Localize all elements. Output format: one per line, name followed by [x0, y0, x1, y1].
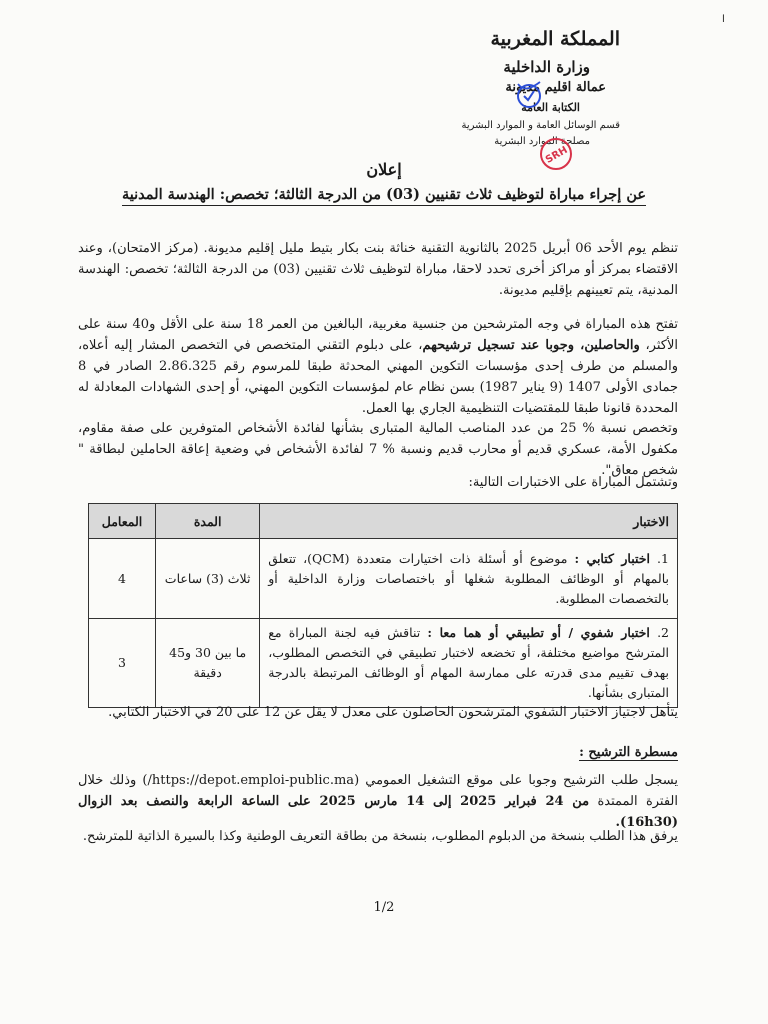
red-stamp-text: SRH: [543, 144, 570, 166]
test-desc: موضوع أو أسئلة ذات اختيارات متعددة (QCM)، تتعلق بالمهام أو الوظائف المطلوبة شغلها أو باختصاصات وزارة الداخلية أو بالتخصصات المطلوبة.: [268, 550, 669, 606]
header-kingdom: المملكة المغربية: [490, 28, 620, 50]
eligibility-bold: والحاصلين، وجوبا عند تسجيل ترشيحهم: [422, 338, 640, 353]
oral-condition: يتأهل لاجتياز الاختبار الشفوي المترشحون الحاصلون على معدل لا يقل عن 12 على 20 في الاختبار الكتابي.: [108, 705, 678, 720]
test-desc: تناقش فيه لجنة المباراة مع المترشح مواضيع مختلفة، أو تخضعه لاختبار تطبيقي في التخصص المطلوب، بهدف تقييم مدى قدرته على ممارسة المهام أو الوظائف المرتبطة بالدرجة المتبارى بشأنها.: [268, 625, 669, 700]
test-cell: [260, 539, 678, 619]
header-ministry: وزارة الداخلية: [503, 58, 590, 76]
test-number: 2.: [657, 625, 669, 640]
eligibility-text-a: تفتح هذه المباراة في وجه المترشحين من جنسية مغربية، البالغين من العمر 18 سنة على الأقل و40 سنة على الأكثر،: [78, 317, 679, 353]
exams-table: [88, 503, 678, 708]
attachments-paragraph: يرفق هذا الطلب بنسخة من الدبلوم المطلوب، بنسخة من بطاقة التعريف الوطنية وكذا بالسيرة الذاتية للمترشح.: [82, 829, 678, 844]
header-duration: المدة: [156, 504, 260, 539]
announcement-title: إعلان: [366, 160, 402, 179]
test-number: 1.: [657, 550, 669, 566]
test-cell: [260, 619, 678, 708]
corner-mark: ا: [722, 14, 725, 25]
table-header-row: [89, 504, 678, 539]
subtitle-text: عن إجراء مباراة لتوظيف ثلاث تقنيين (03) من الدرجة الثالثة؛ تخصص: الهندسة المدنية: [122, 186, 646, 206]
duration-cell: ما بين 30 و45 دقيقة: [156, 619, 260, 708]
procedure-heading: [78, 742, 678, 763]
procedure-paragraph: [78, 770, 678, 833]
quota-paragraph: وتخصص نسبة % 25 من عدد المناصب المالية المتبارى بشأنها لفائدة الأشخاص المتوفرين على صفة مقاوم، مكفول الأمة، عسكري قديم أو محارب قديم ونسبة % 7 لفائدة الأشخاص في وضعية إعاقة الحاملين لبطاقة " شخص معاق".: [78, 421, 678, 478]
header-service: مصلحة الموارد البشرية: [494, 136, 590, 147]
eligibility-paragraph: [78, 314, 678, 419]
header-division: قسم الوسائل العامة و الموارد البشرية: [461, 120, 620, 131]
page-number: 1/2: [373, 900, 395, 915]
header-coef: المعامل: [89, 504, 156, 539]
table-row: [89, 619, 678, 708]
procedure-text: يسجل طلب الترشيح وجوبا على موقع التشغيل العمومي (https://depot.emploi-public.ma/) وذلك خلال الفترة الممتدة: [78, 773, 679, 809]
header-province: عمالة اقليم مديونة: [505, 80, 606, 95]
test-name: اختبار كتابي :: [574, 550, 650, 566]
header-test: الاختبار: [260, 504, 678, 539]
tests-intro: وتشتمل المباراة على الاختبارات التالية:: [468, 475, 678, 490]
test-name: اختبار شفوي / أو تطبيقي أو هما معا :: [427, 625, 650, 640]
coef-cell: 4: [89, 539, 156, 619]
coef-cell: 3: [89, 619, 156, 708]
intro-paragraph: تنظم يوم الأحد 06 أبريل 2025 بالثانوية التقنية خناثة بنت بكار بتيط مليل إقليم مديونة. (مركز الامتحان)، وعند الاقتضاء بمركز أو مراكز أخرى تحدد لاحقا، مباراة لتوظيف ثلاث تقنيين (03) من الدرجة الثالثة؛ تخصص: الهندسة المدنية، يتم تعيينهم بإقليم مديونة.: [78, 241, 678, 298]
header-secretariat: الكتابة العامة: [521, 101, 580, 114]
procedure-heading-text: مسطرة الترشيح :: [579, 745, 678, 760]
procedure-dates: من 24 فبراير 2025 إلى 14 مارس 2025 على الساعة الرابعة والنصف بعد الزوال (16h30).: [78, 794, 678, 830]
eligibility-text-b: ، على دبلوم التقني المتخصص في التخصص المشار إليه أعلاه، والمسلم من طرف إحدى مؤسسات التكوين المهني المحدثة طبقا للمرسوم رقم 2.86.325 الصادر في 8 جمادى الأولى 1407 (9 يناير 1987) بسن نظام عام لمؤسسات التكوين المهني، أو إحدى الشهادات المعادلة له المحددة قانونا طبقا للمقتضيات التنظيمية الجاري بها العمل.: [78, 338, 678, 416]
duration-cell: ثلاث (3) ساعات: [156, 539, 260, 619]
announcement-subtitle: [0, 186, 768, 203]
table-row: [89, 539, 678, 619]
blue-signature-stamp: [512, 78, 546, 112]
